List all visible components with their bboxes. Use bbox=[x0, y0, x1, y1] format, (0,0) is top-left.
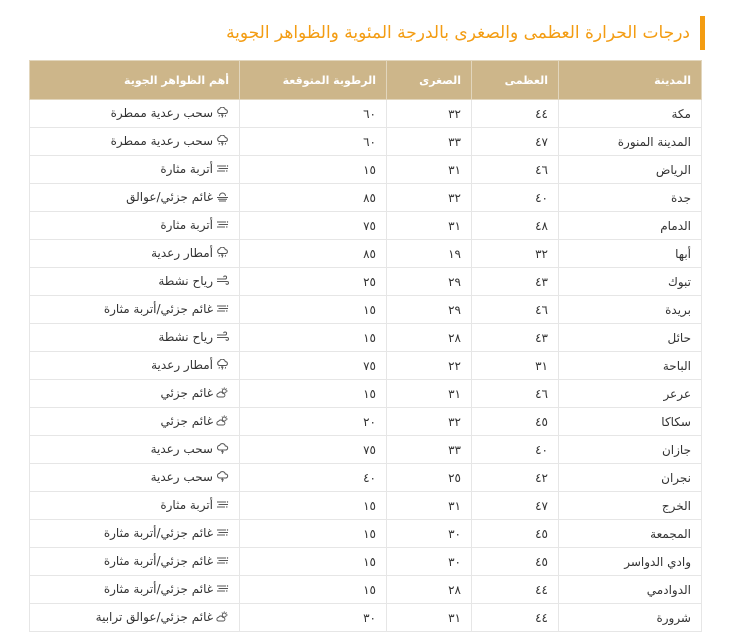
wind-icon bbox=[216, 331, 229, 342]
max-temp-cell: ٤٣ bbox=[472, 268, 559, 296]
table-header-row bbox=[30, 61, 702, 100]
table-row bbox=[30, 100, 702, 128]
humidity-cell: ٤٠ bbox=[240, 464, 387, 492]
max-temp-cell: ٤٣ bbox=[472, 324, 559, 352]
table-body bbox=[30, 100, 702, 632]
humidity-cell: ١٥ bbox=[240, 156, 387, 184]
partly-cloudy-icon bbox=[216, 415, 229, 426]
header-max-temp: العظمى bbox=[472, 61, 559, 100]
phenomena-cell bbox=[30, 296, 240, 324]
phenomena-cell bbox=[30, 156, 240, 184]
min-temp-cell: ٣٠ bbox=[387, 520, 472, 548]
city-cell: تبوك bbox=[559, 268, 702, 296]
wind-icon bbox=[216, 275, 229, 286]
humidity-cell: ٧٥ bbox=[240, 212, 387, 240]
phenomena-wrap bbox=[151, 246, 229, 260]
max-temp-cell: ٤٢ bbox=[472, 464, 559, 492]
min-temp-cell: ٣١ bbox=[387, 492, 472, 520]
header-city: المدينة bbox=[559, 61, 702, 100]
city-cell: جازان bbox=[559, 436, 702, 464]
phenomena-text: رياح نشطة bbox=[158, 329, 213, 344]
max-temp-cell: ٤٦ bbox=[472, 296, 559, 324]
max-temp-cell: ٤٤ bbox=[472, 604, 559, 632]
phenomena-cell bbox=[30, 520, 240, 548]
humidity-cell: ٨٥ bbox=[240, 240, 387, 268]
phenomena-text: سحب رعدية bbox=[150, 469, 213, 484]
city-cell: مكة bbox=[559, 100, 702, 128]
humidity-cell: ١٥ bbox=[240, 576, 387, 604]
max-temp-cell: ٤٠ bbox=[472, 184, 559, 212]
phenomena-wrap bbox=[151, 358, 229, 372]
dust-icon bbox=[216, 555, 229, 566]
min-temp-cell: ٢٢ bbox=[387, 352, 472, 380]
table-row bbox=[30, 240, 702, 268]
header-min-temp: الصغرى bbox=[387, 61, 472, 100]
humidity-cell: ١٥ bbox=[240, 548, 387, 576]
humidity-cell: ٣٠ bbox=[240, 604, 387, 632]
humidity-cell: ١٥ bbox=[240, 520, 387, 548]
phenomena-cell bbox=[30, 268, 240, 296]
city-cell: نجران bbox=[559, 464, 702, 492]
max-temp-cell: ٤٠ bbox=[472, 436, 559, 464]
phenomena-wrap bbox=[160, 162, 229, 176]
phenomena-text: غائم جزئي/عوالق ترابية bbox=[95, 609, 213, 624]
humidity-cell: ١٥ bbox=[240, 380, 387, 408]
table-row bbox=[30, 156, 702, 184]
table-row bbox=[30, 492, 702, 520]
phenomena-text: أمطار رعدية bbox=[151, 245, 213, 260]
city-cell: عرعر bbox=[559, 380, 702, 408]
max-temp-cell: ٤٧ bbox=[472, 492, 559, 520]
phenomena-cell bbox=[30, 380, 240, 408]
city-cell: الدوادمي bbox=[559, 576, 702, 604]
table-row bbox=[30, 268, 702, 296]
min-temp-cell: ٣٢ bbox=[387, 100, 472, 128]
table-row bbox=[30, 436, 702, 464]
phenomena-wrap bbox=[104, 526, 229, 540]
thunder-rain-cloud-icon bbox=[216, 359, 229, 370]
humidity-cell: ٧٥ bbox=[240, 436, 387, 464]
partly-cloudy-icon bbox=[216, 387, 229, 398]
phenomena-wrap bbox=[151, 470, 229, 484]
table-row bbox=[30, 408, 702, 436]
min-temp-cell: ٣٢ bbox=[387, 184, 472, 212]
phenomena-wrap bbox=[111, 106, 229, 120]
humidity-cell: ٢٥ bbox=[240, 268, 387, 296]
min-temp-cell: ٣٣ bbox=[387, 128, 472, 156]
phenomena-text: أتربة مثارة bbox=[160, 497, 213, 512]
page-title: درجات الحرارة العظمى والصغرى بالدرجة المئوية والظواهر الجوية bbox=[226, 23, 690, 43]
table-row bbox=[30, 324, 702, 352]
phenomena-cell bbox=[30, 436, 240, 464]
table-row bbox=[30, 296, 702, 324]
humidity-cell: ٧٥ bbox=[240, 352, 387, 380]
city-cell: الدمام bbox=[559, 212, 702, 240]
max-temp-cell: ٤٤ bbox=[472, 100, 559, 128]
max-temp-cell: ٣٢ bbox=[472, 240, 559, 268]
phenomena-cell bbox=[30, 604, 240, 632]
phenomena-text: أتربة مثارة bbox=[160, 217, 213, 232]
city-cell: الخرج bbox=[559, 492, 702, 520]
phenomena-cell bbox=[30, 492, 240, 520]
thunder-rain-cloud-icon bbox=[216, 135, 229, 146]
phenomena-cell bbox=[30, 324, 240, 352]
table-row bbox=[30, 184, 702, 212]
table-row bbox=[30, 128, 702, 156]
phenomena-cell bbox=[30, 100, 240, 128]
humidity-cell: ١٥ bbox=[240, 296, 387, 324]
table-row bbox=[30, 604, 702, 632]
min-temp-cell: ٣١ bbox=[387, 156, 472, 184]
phenomena-wrap bbox=[104, 582, 229, 596]
table-row bbox=[30, 520, 702, 548]
phenomena-cell bbox=[30, 240, 240, 268]
humidity-cell: ١٥ bbox=[240, 324, 387, 352]
min-temp-cell: ٢٨ bbox=[387, 576, 472, 604]
phenomena-wrap bbox=[160, 218, 229, 232]
min-temp-cell: ٢٩ bbox=[387, 296, 472, 324]
max-temp-cell: ٤٥ bbox=[472, 408, 559, 436]
phenomena-wrap bbox=[104, 554, 229, 568]
haze-icon bbox=[216, 191, 229, 202]
phenomena-cell bbox=[30, 184, 240, 212]
phenomena-wrap bbox=[158, 330, 229, 344]
dust-icon bbox=[216, 583, 229, 594]
weather-table bbox=[29, 60, 702, 632]
city-cell: الباحة bbox=[559, 352, 702, 380]
phenomena-wrap bbox=[161, 386, 229, 400]
phenomena-wrap bbox=[160, 498, 229, 512]
dust-icon bbox=[216, 219, 229, 230]
humidity-cell: ٦٠ bbox=[240, 128, 387, 156]
phenomena-wrap bbox=[151, 442, 229, 456]
title-bar bbox=[226, 16, 705, 50]
phenomena-cell bbox=[30, 128, 240, 156]
thunder-rain-cloud-icon bbox=[216, 247, 229, 258]
dust-icon bbox=[216, 303, 229, 314]
min-temp-cell: ٣١ bbox=[387, 380, 472, 408]
phenomena-text: أمطار رعدية bbox=[151, 357, 213, 372]
phenomena-cell bbox=[30, 352, 240, 380]
min-temp-cell: ٣١ bbox=[387, 212, 472, 240]
thunder-rain-cloud-icon bbox=[216, 107, 229, 118]
table-row bbox=[30, 464, 702, 492]
phenomena-wrap bbox=[104, 302, 229, 316]
phenomena-text: أتربة مثارة bbox=[160, 161, 213, 176]
phenomena-text: غائم جزئي/أتربة مثارة bbox=[103, 581, 213, 596]
humidity-cell: ٢٠ bbox=[240, 408, 387, 436]
max-temp-cell: ٤٦ bbox=[472, 380, 559, 408]
phenomena-cell bbox=[30, 576, 240, 604]
city-cell: الرياض bbox=[559, 156, 702, 184]
city-cell: وادي الدواسر bbox=[559, 548, 702, 576]
phenomena-text: غائم جزئي/أتربة مثارة bbox=[103, 301, 213, 316]
city-cell: جدة bbox=[559, 184, 702, 212]
city-cell: سكاكا bbox=[559, 408, 702, 436]
phenomena-wrap bbox=[126, 190, 229, 204]
header-phenomena: أهم الظواهر الجوية bbox=[30, 61, 240, 100]
city-cell: المدينة المنورة bbox=[559, 128, 702, 156]
dust-icon bbox=[216, 163, 229, 174]
dust-icon bbox=[216, 499, 229, 510]
phenomena-text: غائم جزئي bbox=[160, 385, 213, 400]
phenomena-wrap bbox=[158, 274, 229, 288]
max-temp-cell: ٤٦ bbox=[472, 156, 559, 184]
min-temp-cell: ٢٥ bbox=[387, 464, 472, 492]
humidity-cell: ٦٠ bbox=[240, 100, 387, 128]
max-temp-cell: ٤٥ bbox=[472, 548, 559, 576]
min-temp-cell: ٢٨ bbox=[387, 324, 472, 352]
phenomena-text: سحب رعدية ممطرة bbox=[110, 105, 213, 120]
table-row bbox=[30, 380, 702, 408]
partly-cloudy-icon bbox=[216, 611, 229, 622]
max-temp-cell: ٣١ bbox=[472, 352, 559, 380]
humidity-cell: ٨٥ bbox=[240, 184, 387, 212]
dust-icon bbox=[216, 527, 229, 538]
table-row bbox=[30, 548, 702, 576]
max-temp-cell: ٤٥ bbox=[472, 520, 559, 548]
table-row bbox=[30, 576, 702, 604]
phenomena-text: سحب رعدية bbox=[150, 441, 213, 456]
table-row bbox=[30, 212, 702, 240]
min-temp-cell: ١٩ bbox=[387, 240, 472, 268]
min-temp-cell: ٢٩ bbox=[387, 268, 472, 296]
min-temp-cell: ٣٠ bbox=[387, 548, 472, 576]
phenomena-cell bbox=[30, 548, 240, 576]
city-cell: حائل bbox=[559, 324, 702, 352]
phenomena-cell bbox=[30, 464, 240, 492]
city-cell: المجمعة bbox=[559, 520, 702, 548]
max-temp-cell: ٤٧ bbox=[472, 128, 559, 156]
city-cell: شرورة bbox=[559, 604, 702, 632]
min-temp-cell: ٣١ bbox=[387, 604, 472, 632]
phenomena-text: غائم جزئي/عوالق bbox=[126, 189, 213, 204]
phenomena-text: غائم جزئي bbox=[160, 413, 213, 428]
thunder-cloud-icon bbox=[216, 471, 229, 482]
phenomena-text: غائم جزئي/أتربة مثارة bbox=[103, 553, 213, 568]
max-temp-cell: ٤٤ bbox=[472, 576, 559, 604]
min-temp-cell: ٣٣ bbox=[387, 436, 472, 464]
phenomena-wrap bbox=[96, 610, 229, 624]
table-row bbox=[30, 352, 702, 380]
max-temp-cell: ٤٨ bbox=[472, 212, 559, 240]
min-temp-cell: ٣٢ bbox=[387, 408, 472, 436]
phenomena-cell bbox=[30, 408, 240, 436]
phenomena-text: غائم جزئي/أتربة مثارة bbox=[103, 525, 213, 540]
phenomena-wrap bbox=[161, 414, 229, 428]
header-humidity: الرطوبة المتوقعة bbox=[240, 61, 387, 100]
phenomena-cell bbox=[30, 212, 240, 240]
city-cell: بريدة bbox=[559, 296, 702, 324]
phenomena-wrap bbox=[111, 134, 229, 148]
humidity-cell: ١٥ bbox=[240, 492, 387, 520]
phenomena-text: رياح نشطة bbox=[158, 273, 213, 288]
city-cell: أبها bbox=[559, 240, 702, 268]
phenomena-text: سحب رعدية ممطرة bbox=[110, 133, 213, 148]
thunder-cloud-icon bbox=[216, 443, 229, 454]
